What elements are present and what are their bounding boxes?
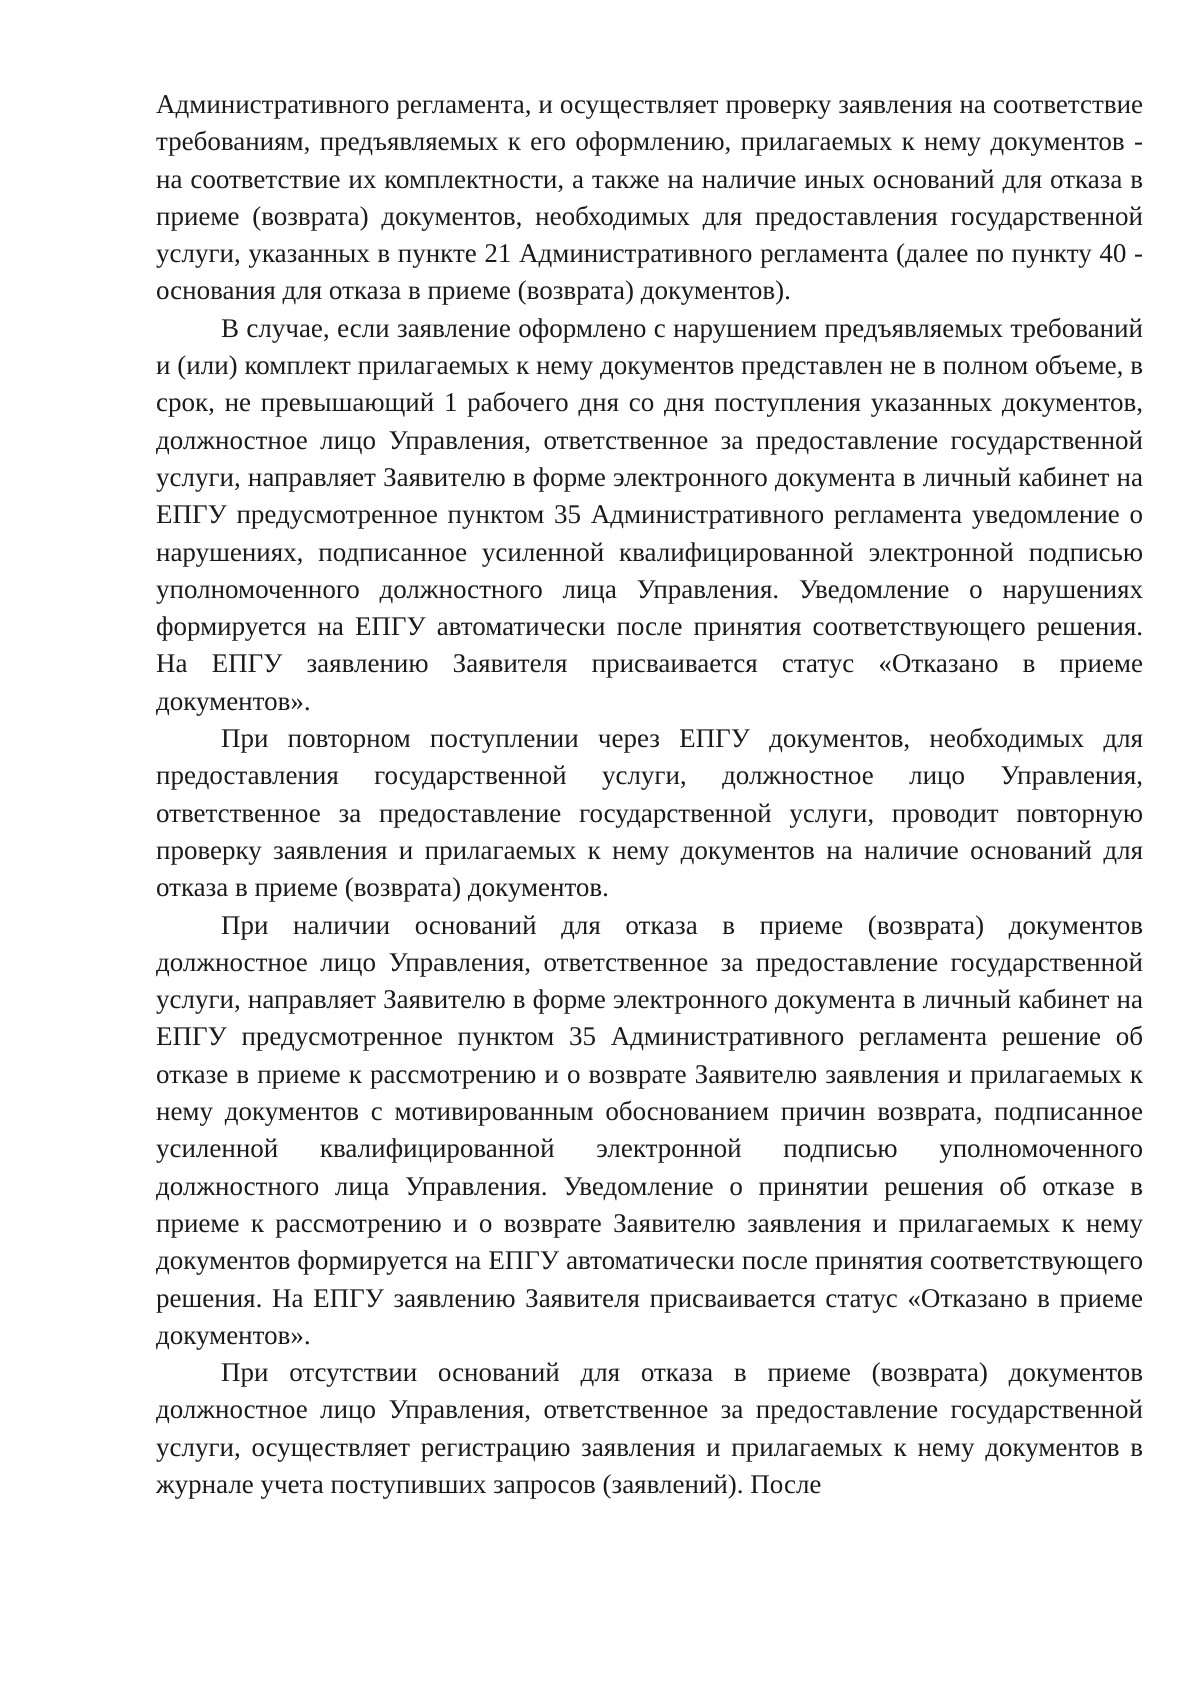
paragraph-registration: При отсутствии оснований для отказа в приеме (возврата) документов должностное лицо Управления, ответственное за предоставление государственной услуги, осуществляет регистрацию заявления и прилагаемых к нему документов в журнале учета поступивших запросов (заявлений). После <box>156 1357 1143 1499</box>
paragraph-continuation: Административного регламента, и осуществляет проверку заявления на соответствие требованиям, предъявляемых к его оформлению, прилагаемых к нему документов - на соответствие их комплектности, а также на наличие иных оснований для отказа в приеме (возврата) документов, необходимых для предоставления государственной услуги, указанных в пункте 21 Административного регламента (далее по пункту 40 - основания для отказа в приеме (возврата) документов). <box>156 89 1143 306</box>
paragraph-repeat-submission: При повторном поступлении через ЕПГУ документов, необходимых для предоставления государственной услуги, должностное лицо Управления, ответственное за предоставление государственной услуги, проводит повторную проверку заявления и прилагаемых к нему документов на наличие оснований для отказа в приеме (возврата) документов. <box>156 723 1143 903</box>
paragraph-violation-notice: В случае, если заявление оформлено с нарушением предъявляемых требований и (или) комплект прилагаемых к нему документов представлен не в полном объеме, в срок, не превышающий 1 рабочего дня со дня поступления указанных документов, должностное лицо Управления, ответственное за предоставление государственной услуги, направляет Заявителю в форме электронного документа в личный кабинет на ЕПГУ предусмотренное пунктом 35 Административного регламента уведомление о нарушениях, подписанное усиленной квалифицированной электронной подписью уполномоченного должностного лица Управления. Уведомление о нарушениях формируется на ЕПГУ автоматически после принятия соответствующего решения. На ЕПГУ заявлению Заявителя присваивается статус «Отказано в приеме документов». <box>156 312 1143 716</box>
document-body <box>156 86 1143 1503</box>
paragraph-refusal-decision: При наличии оснований для отказа в приеме (возврата) документов должностное лицо Управления, ответственное за предоставление государственной услуги, направляет Заявителю в форме электронного документа в личный кабинет на ЕПГУ предусмотренное пунктом 35 Административного регламента решение об отказе в приеме к рассмотрению и о возврате Заявителю заявления и прилагаемых к нему документов с мотивированным обоснованием причин возврата, подписанное усиленной квалифицированной электронной подписью уполномоченного должностного лица Управления. Уведомление о принятии решения об отказе в приеме к рассмотрению и о возврате Заявителю заявления и прилагаемых к нему документов формируется на ЕПГУ автоматически после принятия соответствующего решения. На ЕПГУ заявлению Заявителя присваивается статус «Отказано в приеме документов». <box>156 909 1143 1350</box>
